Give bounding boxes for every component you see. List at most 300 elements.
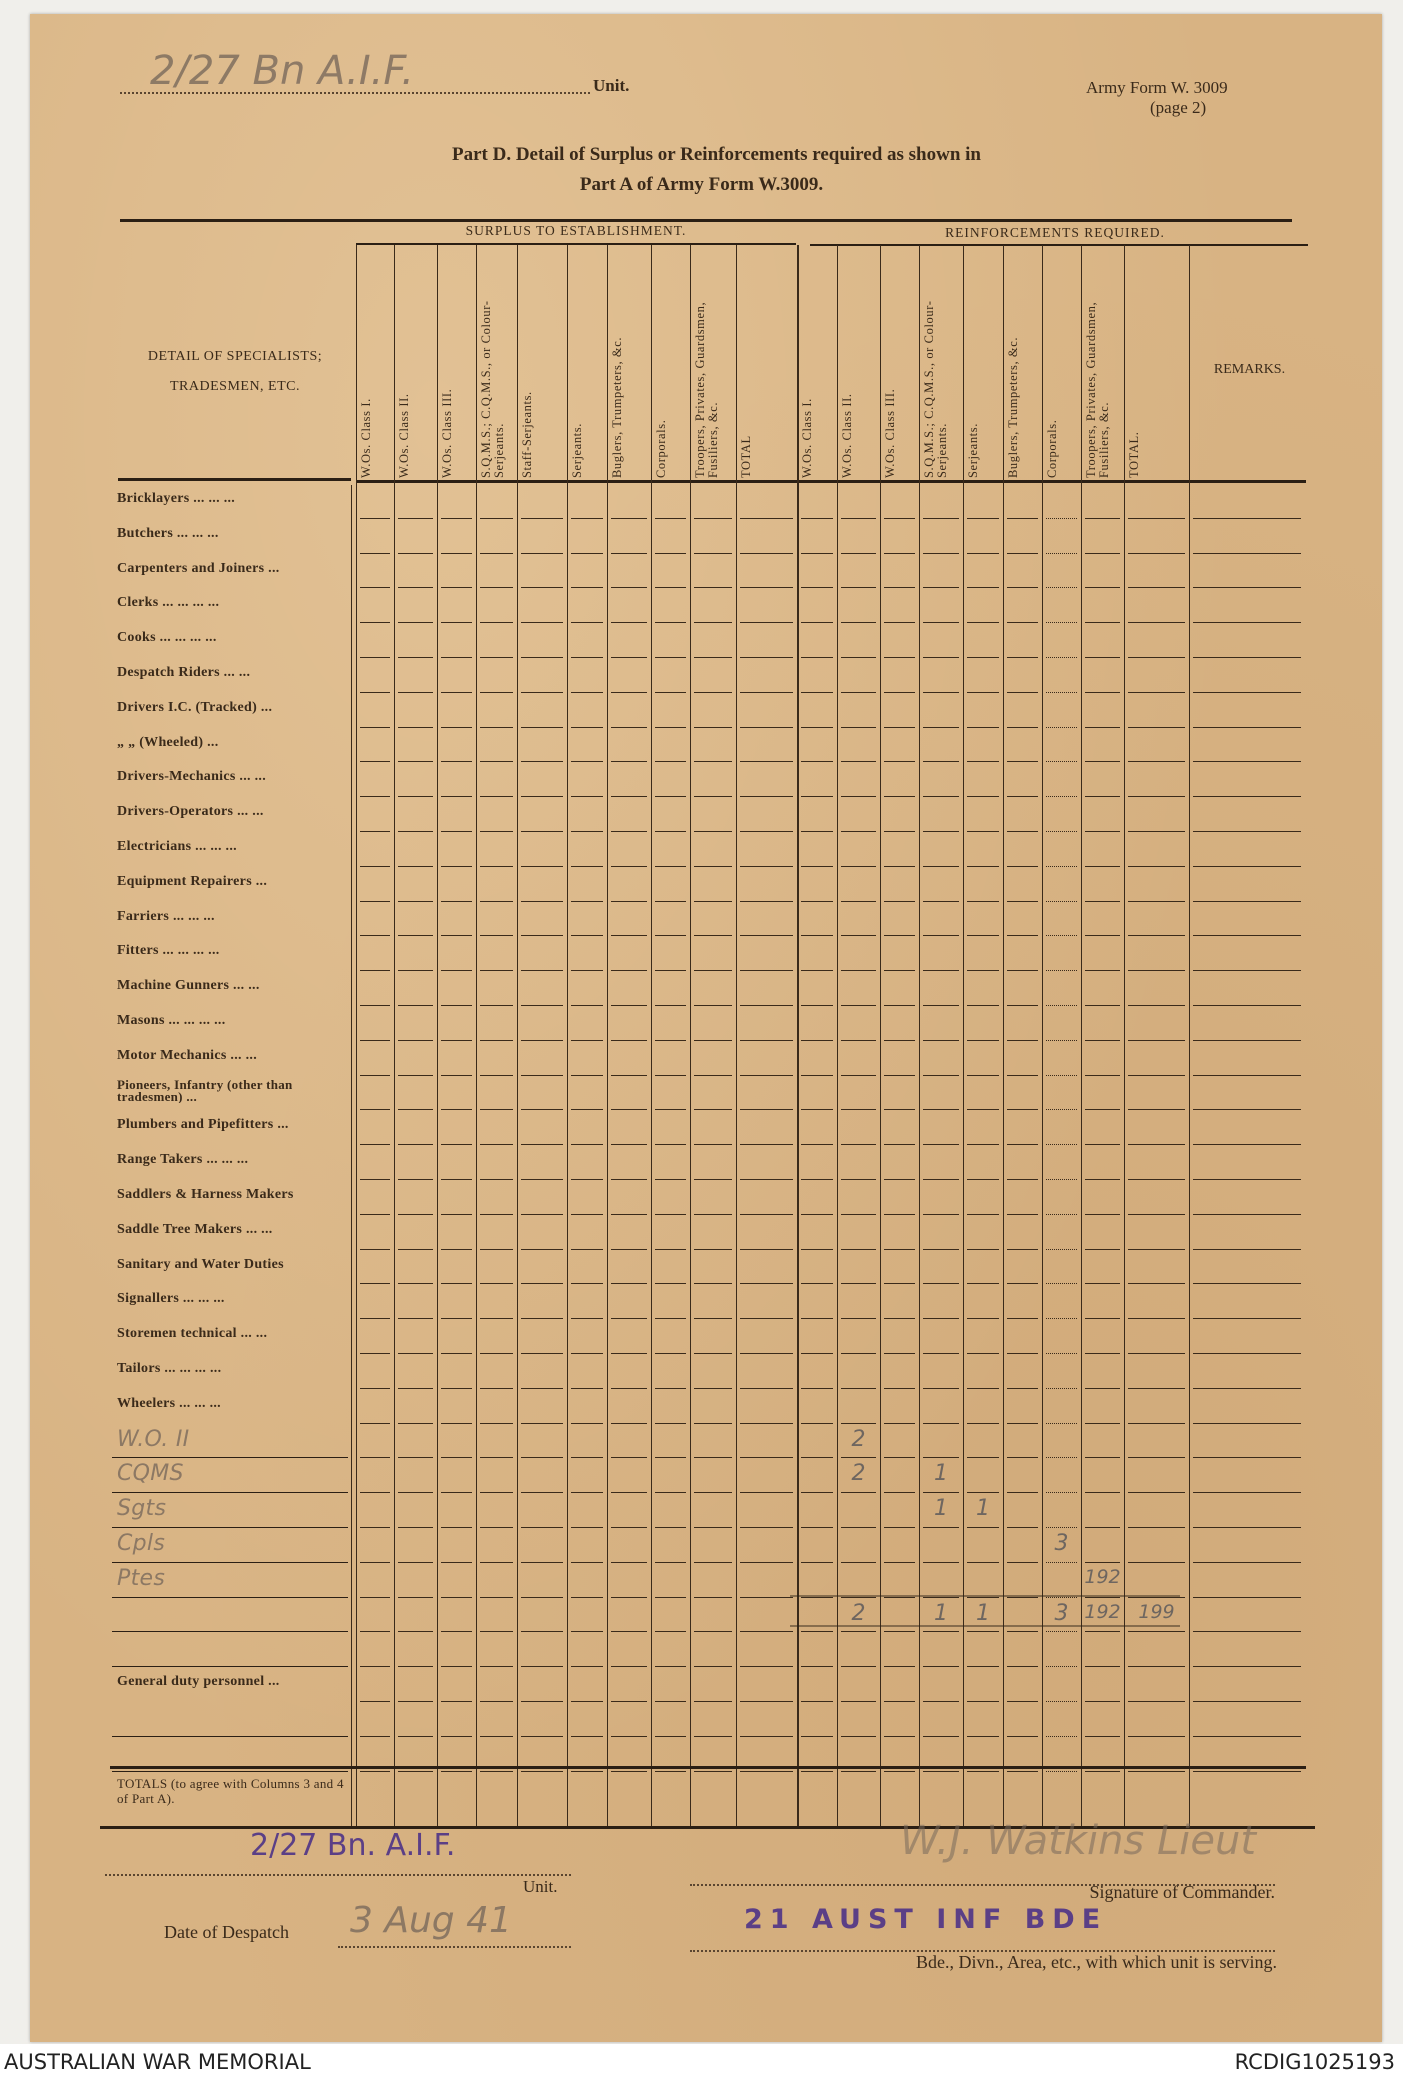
table-cell-remarks[interactable] xyxy=(1193,485,1301,519)
table-cell-reinforcement[interactable] xyxy=(923,833,959,867)
table-cell-reinforcement[interactable] xyxy=(801,1703,833,1737)
table-cell-surplus[interactable] xyxy=(655,1181,686,1215)
table-cell-reinforcement[interactable] xyxy=(967,833,999,867)
table-cell-reinforcement[interactable] xyxy=(884,1181,915,1215)
table-cell-reinforcement[interactable] xyxy=(1046,1007,1077,1041)
table-cell-surplus[interactable] xyxy=(398,1146,433,1180)
table-cell-surplus[interactable] xyxy=(441,1007,472,1041)
table-cell-surplus[interactable] xyxy=(360,1355,390,1389)
table-cell-reinforcement[interactable] xyxy=(884,555,915,589)
table-cell-reinforcement[interactable] xyxy=(1007,1251,1038,1285)
table-cell-surplus[interactable] xyxy=(694,1181,732,1215)
table-cell-reinforcement[interactable] xyxy=(1085,1251,1120,1285)
totals-cell-surplus[interactable] xyxy=(736,1769,797,1824)
table-cell-surplus[interactable] xyxy=(521,1042,563,1076)
table-cell-reinforcement[interactable] xyxy=(801,1494,833,1528)
table-cell-surplus[interactable] xyxy=(694,1355,732,1389)
table-cell-reinforcement[interactable] xyxy=(923,589,959,623)
table-cell-reinforcement[interactable] xyxy=(967,589,999,623)
table-cell-surplus[interactable] xyxy=(360,589,390,623)
table-cell-surplus[interactable] xyxy=(398,694,433,728)
table-cell-surplus[interactable] xyxy=(655,1216,686,1250)
table-cell-reinforcement[interactable] xyxy=(1128,1111,1185,1145)
table-cell-surplus[interactable] xyxy=(480,1564,513,1598)
table-cell-reinforcement[interactable] xyxy=(841,624,876,658)
table-cell-surplus[interactable] xyxy=(441,798,472,832)
table-cell-reinforcement[interactable] xyxy=(1007,1703,1038,1737)
table-cell-surplus[interactable] xyxy=(441,1077,472,1111)
table-cell-surplus[interactable] xyxy=(398,763,433,797)
table-cell-surplus[interactable] xyxy=(655,729,686,763)
table-cell-reinforcement[interactable] xyxy=(923,520,959,554)
table-cell-surplus[interactable] xyxy=(360,1425,390,1459)
table-cell-surplus[interactable] xyxy=(740,729,793,763)
table-cell-reinforcement[interactable] xyxy=(1128,1320,1185,1354)
table-cell-surplus[interactable] xyxy=(441,972,472,1006)
table-cell-surplus[interactable] xyxy=(480,1320,513,1354)
table-cell-surplus[interactable] xyxy=(740,1146,793,1180)
table-cell-surplus[interactable] xyxy=(740,1703,793,1737)
table-cell-surplus[interactable] xyxy=(521,1285,563,1319)
table-cell-surplus[interactable] xyxy=(398,1529,433,1563)
table-cell-surplus[interactable] xyxy=(611,1251,647,1285)
table-cell-surplus[interactable] xyxy=(611,1042,647,1076)
table-cell-reinforcement[interactable] xyxy=(1007,555,1038,589)
table-cell-surplus[interactable] xyxy=(611,1703,647,1737)
table-cell-remarks[interactable] xyxy=(1193,937,1301,971)
table-cell-reinforcement[interactable] xyxy=(1085,555,1120,589)
table-cell-reinforcement[interactable] xyxy=(884,1703,915,1737)
table-cell-surplus[interactable] xyxy=(360,1111,390,1145)
table-cell-surplus[interactable] xyxy=(611,555,647,589)
table-cell-surplus[interactable] xyxy=(480,485,513,519)
table-cell-surplus[interactable] xyxy=(611,1459,647,1493)
table-cell-reinforcement[interactable] xyxy=(967,1042,999,1076)
table-cell-reinforcement[interactable] xyxy=(923,555,959,589)
table-cell-reinforcement[interactable] xyxy=(1046,1251,1077,1285)
table-cell-surplus[interactable] xyxy=(740,1285,793,1319)
table-cell-reinforcement[interactable] xyxy=(884,1564,915,1598)
table-cell-remarks[interactable] xyxy=(1193,833,1301,867)
table-cell-reinforcement[interactable] xyxy=(1046,659,1077,693)
table-cell-reinforcement[interactable] xyxy=(841,1390,876,1424)
table-cell-surplus[interactable] xyxy=(571,1320,603,1354)
table-cell-surplus[interactable] xyxy=(480,868,513,902)
table-cell-surplus[interactable] xyxy=(360,1599,390,1633)
table-cell-surplus[interactable] xyxy=(441,624,472,658)
table-cell-reinforcement[interactable] xyxy=(923,798,959,832)
table-cell-reinforcement[interactable] xyxy=(884,868,915,902)
table-cell-reinforcement[interactable] xyxy=(801,1251,833,1285)
table-cell-surplus[interactable] xyxy=(398,1077,433,1111)
table-cell-remarks[interactable] xyxy=(1193,1703,1301,1737)
table-cell-surplus[interactable] xyxy=(611,1216,647,1250)
table-cell-reinforcement[interactable] xyxy=(967,1111,999,1145)
table-cell-surplus[interactable] xyxy=(360,972,390,1006)
table-cell-surplus[interactable] xyxy=(521,1146,563,1180)
table-cell-surplus[interactable] xyxy=(441,694,472,728)
table-cell-surplus[interactable] xyxy=(441,763,472,797)
table-cell-surplus[interactable] xyxy=(398,1599,433,1633)
table-cell-reinforcement[interactable] xyxy=(967,659,999,693)
table-cell-surplus[interactable] xyxy=(441,520,472,554)
table-cell-reinforcement[interactable] xyxy=(967,1425,999,1459)
table-cell-reinforcement[interactable] xyxy=(1046,937,1077,971)
table-cell-surplus[interactable] xyxy=(571,589,603,623)
table-cell-surplus[interactable] xyxy=(694,1425,732,1459)
table-cell-reinforcement[interactable] xyxy=(923,1390,959,1424)
table-cell-surplus[interactable] xyxy=(441,1355,472,1389)
table-cell-reinforcement[interactable] xyxy=(967,485,999,519)
table-cell-surplus[interactable] xyxy=(571,729,603,763)
table-cell-reinforcement[interactable] xyxy=(801,1425,833,1459)
table-cell-reinforcement[interactable] xyxy=(1007,972,1038,1006)
table-cell-reinforcement[interactable] xyxy=(1046,1077,1077,1111)
table-cell-reinforcement[interactable] xyxy=(1085,589,1120,623)
table-cell-reinforcement[interactable] xyxy=(1007,1111,1038,1145)
table-cell-reinforcement[interactable] xyxy=(841,729,876,763)
table-cell-reinforcement[interactable] xyxy=(841,1181,876,1215)
table-cell-surplus[interactable] xyxy=(480,1459,513,1493)
table-cell-reinforcement[interactable] xyxy=(1128,555,1185,589)
table-cell-reinforcement[interactable] xyxy=(841,520,876,554)
table-cell-reinforcement[interactable] xyxy=(1085,1494,1120,1528)
table-cell-reinforcement[interactable] xyxy=(1007,694,1038,728)
table-cell-reinforcement[interactable] xyxy=(1085,1007,1120,1041)
table-cell-surplus[interactable] xyxy=(694,1285,732,1319)
table-cell-surplus[interactable] xyxy=(740,1599,793,1633)
table-cell-remarks[interactable] xyxy=(1193,520,1301,554)
table-cell-reinforcement[interactable] xyxy=(801,624,833,658)
table-cell-reinforcement[interactable] xyxy=(1046,798,1077,832)
table-cell-surplus[interactable] xyxy=(694,1320,732,1354)
table-cell-surplus[interactable] xyxy=(398,624,433,658)
totals-cell-reinforcement[interactable] xyxy=(1081,1769,1124,1824)
table-cell-reinforcement[interactable] xyxy=(801,1564,833,1598)
table-cell-surplus[interactable] xyxy=(571,1425,603,1459)
totals-cell-reinforcement[interactable] xyxy=(837,1769,880,1824)
table-cell-surplus[interactable] xyxy=(611,1599,647,1633)
table-cell-remarks[interactable] xyxy=(1193,763,1301,797)
table-cell-surplus[interactable] xyxy=(480,1146,513,1180)
table-cell-reinforcement[interactable] xyxy=(1085,1425,1120,1459)
table-cell-reinforcement[interactable] xyxy=(967,972,999,1006)
table-cell-reinforcement[interactable] xyxy=(1128,1425,1185,1459)
table-cell-reinforcement[interactable] xyxy=(923,1007,959,1041)
table-cell-reinforcement[interactable] xyxy=(1085,485,1120,519)
table-cell-reinforcement[interactable] xyxy=(1085,798,1120,832)
table-cell-surplus[interactable] xyxy=(611,903,647,937)
table-cell-surplus[interactable] xyxy=(655,1146,686,1180)
table-cell-reinforcement[interactable] xyxy=(1046,1668,1077,1702)
table-cell-reinforcement[interactable] xyxy=(1085,694,1120,728)
table-cell-remarks[interactable] xyxy=(1193,1320,1301,1354)
table-cell-reinforcement[interactable] xyxy=(801,798,833,832)
table-cell-reinforcement[interactable] xyxy=(1007,1390,1038,1424)
table-cell-surplus[interactable] xyxy=(398,520,433,554)
table-cell-remarks[interactable] xyxy=(1193,589,1301,623)
table-cell-reinforcement[interactable] xyxy=(801,1111,833,1145)
table-cell-reinforcement[interactable] xyxy=(1085,520,1120,554)
table-cell-reinforcement[interactable] xyxy=(801,1042,833,1076)
table-cell-surplus[interactable] xyxy=(655,1111,686,1145)
table-cell-reinforcement[interactable] xyxy=(1128,659,1185,693)
table-cell-reinforcement[interactable] xyxy=(801,555,833,589)
table-cell-surplus[interactable] xyxy=(611,520,647,554)
table-cell-reinforcement[interactable] xyxy=(1085,763,1120,797)
table-cell-surplus[interactable] xyxy=(398,833,433,867)
table-cell-reinforcement[interactable] xyxy=(923,1320,959,1354)
table-cell-surplus[interactable] xyxy=(611,1077,647,1111)
table-cell-reinforcement[interactable] xyxy=(801,937,833,971)
table-cell-surplus[interactable] xyxy=(694,729,732,763)
table-cell-surplus[interactable] xyxy=(740,624,793,658)
table-cell-surplus[interactable] xyxy=(360,1633,390,1667)
table-cell-reinforcement[interactable] xyxy=(841,1077,876,1111)
totals-cell-reinforcement[interactable] xyxy=(880,1769,919,1824)
table-cell-surplus[interactable] xyxy=(740,1355,793,1389)
table-cell-surplus[interactable] xyxy=(694,589,732,623)
table-cell-surplus[interactable] xyxy=(441,555,472,589)
table-cell-surplus[interactable] xyxy=(360,1459,390,1493)
table-cell-reinforcement[interactable] xyxy=(1128,1355,1185,1389)
table-cell-reinforcement[interactable] xyxy=(884,624,915,658)
table-cell-reinforcement[interactable] xyxy=(1085,659,1120,693)
table-cell-surplus[interactable] xyxy=(655,868,686,902)
table-cell-surplus[interactable] xyxy=(398,1285,433,1319)
table-cell-reinforcement[interactable] xyxy=(841,1216,876,1250)
table-cell-reinforcement[interactable] xyxy=(967,1320,999,1354)
table-cell-reinforcement[interactable] xyxy=(923,1146,959,1180)
table-cell-surplus[interactable] xyxy=(694,1216,732,1250)
table-cell-surplus[interactable] xyxy=(360,729,390,763)
table-cell-surplus[interactable] xyxy=(655,1529,686,1563)
table-cell-surplus[interactable] xyxy=(521,763,563,797)
table-cell-reinforcement[interactable] xyxy=(1007,729,1038,763)
table-cell-surplus[interactable] xyxy=(655,1668,686,1702)
table-cell-surplus[interactable] xyxy=(360,1668,390,1702)
table-cell-surplus[interactable] xyxy=(740,1564,793,1598)
table-cell-remarks[interactable] xyxy=(1193,1494,1301,1528)
table-cell-surplus[interactable] xyxy=(655,1703,686,1737)
table-cell-reinforcement[interactable] xyxy=(801,1529,833,1563)
table-cell-surplus[interactable] xyxy=(694,1459,732,1493)
table-cell-surplus[interactable] xyxy=(398,1494,433,1528)
table-cell-reinforcement[interactable] xyxy=(967,1703,999,1737)
table-cell-reinforcement[interactable] xyxy=(967,763,999,797)
table-cell-reinforcement[interactable] xyxy=(1128,1633,1185,1667)
table-cell-surplus[interactable] xyxy=(655,903,686,937)
table-cell-surplus[interactable] xyxy=(360,1320,390,1354)
table-cell-surplus[interactable] xyxy=(571,555,603,589)
table-cell-reinforcement[interactable] xyxy=(1128,1668,1185,1702)
table-cell-reinforcement[interactable] xyxy=(1046,1320,1077,1354)
table-cell-surplus[interactable] xyxy=(521,1633,563,1667)
table-cell-surplus[interactable] xyxy=(611,729,647,763)
table-cell-remarks[interactable] xyxy=(1193,1355,1301,1389)
table-cell-surplus[interactable] xyxy=(571,833,603,867)
table-cell-reinforcement[interactable] xyxy=(841,1042,876,1076)
table-cell-reinforcement[interactable] xyxy=(801,868,833,902)
table-cell-surplus[interactable] xyxy=(740,1077,793,1111)
table-cell-surplus[interactable] xyxy=(360,1007,390,1041)
table-cell-surplus[interactable] xyxy=(694,555,732,589)
totals-cell-surplus[interactable] xyxy=(356,1769,394,1824)
table-cell-reinforcement[interactable] xyxy=(923,937,959,971)
table-cell-reinforcement[interactable] xyxy=(1007,624,1038,658)
table-cell-reinforcement[interactable] xyxy=(841,589,876,623)
table-cell-reinforcement[interactable] xyxy=(1007,1320,1038,1354)
table-cell-reinforcement[interactable] xyxy=(841,1494,876,1528)
table-cell-surplus[interactable] xyxy=(521,555,563,589)
table-cell-reinforcement[interactable] xyxy=(1046,903,1077,937)
table-cell-surplus[interactable] xyxy=(521,1251,563,1285)
table-cell-surplus[interactable] xyxy=(480,972,513,1006)
table-cell-reinforcement[interactable] xyxy=(884,694,915,728)
table-cell-surplus[interactable] xyxy=(694,1703,732,1737)
table-cell-surplus[interactable] xyxy=(441,1251,472,1285)
table-cell-surplus[interactable] xyxy=(571,1529,603,1563)
table-cell-reinforcement[interactable] xyxy=(841,659,876,693)
table-cell-surplus[interactable] xyxy=(694,694,732,728)
table-cell-reinforcement[interactable] xyxy=(841,1285,876,1319)
table-cell-reinforcement[interactable] xyxy=(1046,1425,1077,1459)
table-cell-reinforcement[interactable] xyxy=(923,1077,959,1111)
table-cell-reinforcement[interactable] xyxy=(1128,1077,1185,1111)
table-cell-surplus[interactable] xyxy=(694,833,732,867)
table-cell-reinforcement[interactable] xyxy=(801,1216,833,1250)
table-cell-surplus[interactable] xyxy=(480,1181,513,1215)
table-cell-surplus[interactable] xyxy=(360,520,390,554)
table-cell-surplus[interactable] xyxy=(740,1668,793,1702)
table-cell-surplus[interactable] xyxy=(571,1459,603,1493)
table-cell-reinforcement[interactable] xyxy=(1085,1216,1120,1250)
table-cell-reinforcement[interactable] xyxy=(1085,868,1120,902)
table-cell-surplus[interactable] xyxy=(521,624,563,658)
table-cell-surplus[interactable] xyxy=(360,763,390,797)
table-cell-reinforcement[interactable] xyxy=(841,1251,876,1285)
table-cell-surplus[interactable] xyxy=(441,1494,472,1528)
table-cell-surplus[interactable] xyxy=(521,903,563,937)
table-cell-surplus[interactable] xyxy=(360,1146,390,1180)
table-cell-reinforcement[interactable] xyxy=(801,1146,833,1180)
table-cell-surplus[interactable] xyxy=(441,659,472,693)
table-cell-reinforcement[interactable] xyxy=(884,589,915,623)
table-cell-reinforcement[interactable] xyxy=(841,868,876,902)
table-cell-surplus[interactable] xyxy=(360,1703,390,1737)
table-cell-reinforcement[interactable] xyxy=(1046,1111,1077,1145)
table-cell-surplus[interactable] xyxy=(360,485,390,519)
table-cell-reinforcement[interactable] xyxy=(1046,485,1077,519)
table-cell-reinforcement[interactable] xyxy=(1128,1494,1185,1528)
table-cell-surplus[interactable] xyxy=(655,798,686,832)
table-cell-reinforcement[interactable] xyxy=(967,1355,999,1389)
table-cell-remarks[interactable] xyxy=(1193,624,1301,658)
table-cell-reinforcement[interactable] xyxy=(884,520,915,554)
table-cell-surplus[interactable] xyxy=(611,1181,647,1215)
table-cell-reinforcement[interactable] xyxy=(801,763,833,797)
table-cell-reinforcement[interactable] xyxy=(1085,972,1120,1006)
table-cell-surplus[interactable] xyxy=(360,1077,390,1111)
table-cell-reinforcement[interactable] xyxy=(801,485,833,519)
table-cell-reinforcement[interactable] xyxy=(1007,937,1038,971)
table-cell-reinforcement[interactable] xyxy=(1085,1146,1120,1180)
table-cell-reinforcement[interactable] xyxy=(801,729,833,763)
table-cell-reinforcement[interactable] xyxy=(884,798,915,832)
table-cell-surplus[interactable] xyxy=(441,937,472,971)
table-cell-surplus[interactable] xyxy=(521,1425,563,1459)
table-cell-surplus[interactable] xyxy=(611,937,647,971)
table-cell-surplus[interactable] xyxy=(360,1042,390,1076)
table-cell-remarks[interactable] xyxy=(1193,729,1301,763)
table-cell-surplus[interactable] xyxy=(655,520,686,554)
table-cell-reinforcement[interactable] xyxy=(1007,1668,1038,1702)
table-cell-reinforcement[interactable] xyxy=(801,833,833,867)
table-cell-reinforcement[interactable] xyxy=(841,1703,876,1737)
table-cell-reinforcement[interactable] xyxy=(1085,1529,1120,1563)
table-cell-surplus[interactable] xyxy=(694,1529,732,1563)
table-cell-surplus[interactable] xyxy=(441,1216,472,1250)
table-cell-reinforcement[interactable] xyxy=(1085,833,1120,867)
table-cell-reinforcement[interactable] xyxy=(1085,1111,1120,1145)
table-cell-surplus[interactable] xyxy=(655,833,686,867)
table-cell-reinforcement[interactable] xyxy=(884,1390,915,1424)
totals-cell-reinforcement[interactable] xyxy=(963,1769,1003,1824)
table-cell-reinforcement[interactable] xyxy=(923,972,959,1006)
table-cell-reinforcement[interactable] xyxy=(1128,1042,1185,1076)
table-cell-reinforcement[interactable] xyxy=(841,903,876,937)
table-cell-reinforcement[interactable] xyxy=(1046,1181,1077,1215)
table-cell-surplus[interactable] xyxy=(740,1633,793,1667)
table-cell-surplus[interactable] xyxy=(571,1285,603,1319)
table-cell-surplus[interactable] xyxy=(571,1042,603,1076)
table-cell-surplus[interactable] xyxy=(694,1007,732,1041)
totals-cell-remarks[interactable] xyxy=(1189,1769,1305,1824)
totals-cell-reinforcement[interactable] xyxy=(1042,1769,1081,1824)
table-cell-reinforcement[interactable] xyxy=(967,1007,999,1041)
table-cell-reinforcement[interactable] xyxy=(1128,1390,1185,1424)
table-cell-reinforcement[interactable] xyxy=(1085,729,1120,763)
table-cell-reinforcement[interactable] xyxy=(884,1285,915,1319)
table-cell-reinforcement[interactable] xyxy=(841,1564,876,1598)
table-cell-surplus[interactable] xyxy=(398,1425,433,1459)
table-cell-reinforcement[interactable] xyxy=(1046,1285,1077,1319)
table-cell-surplus[interactable] xyxy=(521,1599,563,1633)
table-cell-surplus[interactable] xyxy=(611,589,647,623)
table-cell-reinforcement[interactable] xyxy=(923,1216,959,1250)
table-cell-surplus[interactable] xyxy=(694,1494,732,1528)
table-cell-reinforcement[interactable] xyxy=(1007,763,1038,797)
table-cell-reinforcement[interactable] xyxy=(801,1007,833,1041)
table-cell-reinforcement[interactable] xyxy=(884,1146,915,1180)
table-cell-surplus[interactable] xyxy=(521,1181,563,1215)
table-cell-surplus[interactable] xyxy=(480,1216,513,1250)
table-cell-reinforcement[interactable] xyxy=(1007,1285,1038,1319)
table-cell-surplus[interactable] xyxy=(521,1007,563,1041)
table-cell-reinforcement[interactable] xyxy=(1046,1633,1077,1667)
totals-cell-reinforcement[interactable] xyxy=(919,1769,963,1824)
table-cell-reinforcement[interactable] xyxy=(884,1633,915,1667)
table-cell-reinforcement[interactable] xyxy=(884,1459,915,1493)
table-cell-reinforcement[interactable] xyxy=(841,798,876,832)
table-cell-surplus[interactable] xyxy=(521,1111,563,1145)
table-cell-surplus[interactable] xyxy=(521,1320,563,1354)
table-cell-surplus[interactable] xyxy=(694,868,732,902)
table-cell-reinforcement[interactable] xyxy=(1085,1459,1120,1493)
table-cell-reinforcement[interactable] xyxy=(1128,1181,1185,1215)
table-cell-reinforcement[interactable] xyxy=(923,763,959,797)
totals-cell-reinforcement[interactable] xyxy=(1124,1769,1189,1824)
